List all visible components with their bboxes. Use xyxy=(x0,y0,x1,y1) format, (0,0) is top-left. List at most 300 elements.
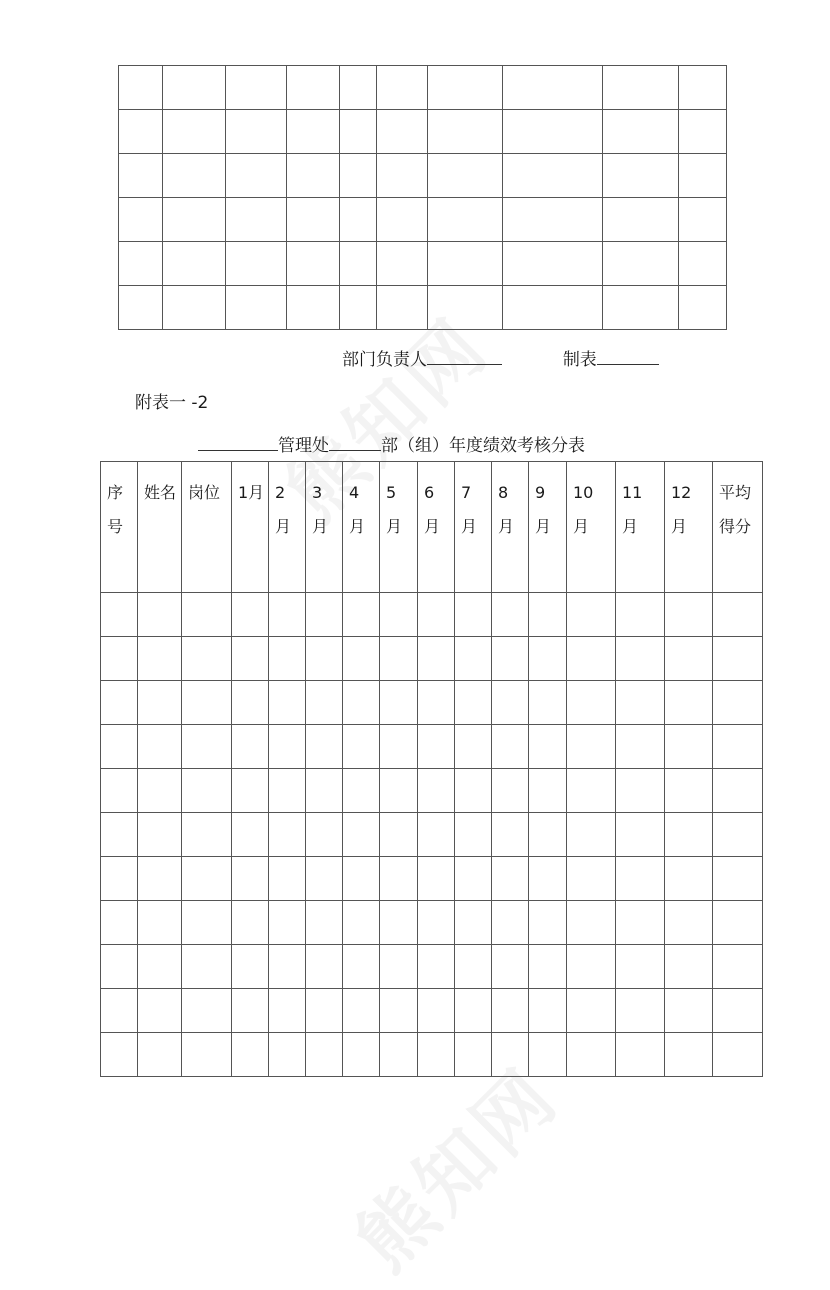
table-cell[interactable] xyxy=(306,1033,343,1077)
header-line2: 月 xyxy=(386,517,403,536)
table-cell[interactable] xyxy=(616,901,665,945)
table-cell[interactable] xyxy=(665,637,713,681)
table-cell[interactable] xyxy=(182,901,232,945)
table-cell[interactable] xyxy=(492,857,529,901)
table-cell[interactable] xyxy=(380,1033,418,1077)
table-cell[interactable] xyxy=(529,593,567,637)
table-cell[interactable] xyxy=(232,725,269,769)
header-line1: 序 xyxy=(107,483,124,502)
table-cell[interactable] xyxy=(567,989,616,1033)
table-cell[interactable] xyxy=(713,1033,763,1077)
table-cell[interactable] xyxy=(418,593,455,637)
top-table-cell[interactable] xyxy=(287,242,340,286)
header-line1: 姓名 xyxy=(144,483,177,502)
table-cell[interactable] xyxy=(616,945,665,989)
table-cell[interactable] xyxy=(418,1033,455,1077)
table-cell[interactable] xyxy=(343,725,380,769)
top-table-cell[interactable] xyxy=(119,242,163,286)
table-cell[interactable] xyxy=(567,857,616,901)
header-line2: 得分 xyxy=(719,517,752,536)
table-cell[interactable] xyxy=(529,945,567,989)
table-cell[interactable] xyxy=(269,945,306,989)
top-table-row xyxy=(119,198,727,242)
table-cell[interactable] xyxy=(269,593,306,637)
table-cell[interactable] xyxy=(232,637,269,681)
table-cell[interactable] xyxy=(182,769,232,813)
table-row xyxy=(101,1033,763,1077)
table-cell[interactable] xyxy=(269,725,306,769)
top-table-cell[interactable] xyxy=(503,66,603,110)
header-line1: 4 xyxy=(349,483,360,502)
header-line1: 11 xyxy=(622,483,643,502)
top-table-cell[interactable] xyxy=(428,154,503,198)
table-cell[interactable] xyxy=(269,813,306,857)
table-cell[interactable] xyxy=(529,725,567,769)
table-cell[interactable] xyxy=(269,637,306,681)
table-row xyxy=(101,989,763,1033)
table-cell[interactable] xyxy=(343,989,380,1033)
table-cell[interactable] xyxy=(529,1033,567,1077)
top-table-cell[interactable] xyxy=(603,66,679,110)
top-table-cell[interactable] xyxy=(119,110,163,154)
table-cell[interactable] xyxy=(306,989,343,1033)
top-table-row xyxy=(119,286,727,330)
table-cell[interactable] xyxy=(567,901,616,945)
table-cell[interactable] xyxy=(343,769,380,813)
table-cell[interactable] xyxy=(101,989,138,1033)
header-line1: 岗位 xyxy=(188,483,221,502)
table-cell[interactable] xyxy=(418,681,455,725)
table-cell[interactable] xyxy=(418,857,455,901)
table-cell[interactable] xyxy=(616,769,665,813)
top-table-cell[interactable] xyxy=(503,110,603,154)
table-cell[interactable] xyxy=(665,813,713,857)
top-table-cell[interactable] xyxy=(428,110,503,154)
table-cell[interactable] xyxy=(138,901,182,945)
header-line1: 12 xyxy=(671,483,692,502)
header-line1: 2 xyxy=(275,483,286,502)
table-cell[interactable] xyxy=(616,857,665,901)
table-cell[interactable] xyxy=(343,681,380,725)
table-cell[interactable] xyxy=(567,681,616,725)
table-row xyxy=(101,681,763,725)
form-title-part2: 部（组）年度绩效考核分表 xyxy=(381,436,585,456)
table-cell[interactable] xyxy=(616,593,665,637)
table-cell[interactable] xyxy=(101,725,138,769)
table-cell[interactable] xyxy=(306,945,343,989)
top-table-cell[interactable] xyxy=(428,286,503,330)
table-cell[interactable] xyxy=(182,637,232,681)
top-table-cell[interactable] xyxy=(340,198,377,242)
header-cell xyxy=(616,462,665,593)
table-cell[interactable] xyxy=(713,857,763,901)
header-line2: 月 xyxy=(622,517,639,536)
top-table-cell[interactable] xyxy=(340,110,377,154)
header-line1: 7 xyxy=(461,483,472,502)
table-cell[interactable] xyxy=(380,681,418,725)
table-cell[interactable] xyxy=(232,1033,269,1077)
header-cell xyxy=(492,462,529,593)
top-table-cell[interactable] xyxy=(163,286,226,330)
table-cell[interactable] xyxy=(567,813,616,857)
table-cell[interactable] xyxy=(306,769,343,813)
table-cell[interactable] xyxy=(182,989,232,1033)
table-cell[interactable] xyxy=(665,681,713,725)
table-cell[interactable] xyxy=(455,1033,492,1077)
table-row xyxy=(101,769,763,813)
table-row xyxy=(101,901,763,945)
table-cell[interactable] xyxy=(418,989,455,1033)
header-cell xyxy=(665,462,713,593)
office-blank[interactable] xyxy=(198,433,278,451)
table-cell[interactable] xyxy=(492,593,529,637)
table-cell[interactable] xyxy=(492,945,529,989)
table-cell[interactable] xyxy=(665,725,713,769)
table-cell[interactable] xyxy=(455,813,492,857)
table-cell[interactable] xyxy=(567,945,616,989)
top-table-cell[interactable] xyxy=(377,110,428,154)
table-cell[interactable] xyxy=(182,857,232,901)
table-cell[interactable] xyxy=(380,593,418,637)
table-cell[interactable] xyxy=(380,989,418,1033)
header-line1: 10 xyxy=(573,483,594,502)
table-cell[interactable] xyxy=(529,637,567,681)
table-cell[interactable] xyxy=(713,945,763,989)
header-cell xyxy=(380,462,418,593)
table-cell[interactable] xyxy=(529,813,567,857)
assessment-table-body xyxy=(101,462,763,1077)
table-cell[interactable] xyxy=(232,857,269,901)
table-cell[interactable] xyxy=(101,813,138,857)
table-cell[interactable] xyxy=(492,769,529,813)
table-cell[interactable] xyxy=(616,813,665,857)
top-table-cell[interactable] xyxy=(377,286,428,330)
table-cell[interactable] xyxy=(455,593,492,637)
table-cell[interactable] xyxy=(418,769,455,813)
table-cell[interactable] xyxy=(380,857,418,901)
table-cell[interactable] xyxy=(306,813,343,857)
top-table-cell[interactable] xyxy=(340,286,377,330)
header-line2: 月 xyxy=(349,517,366,536)
table-cell[interactable] xyxy=(306,681,343,725)
table-cell[interactable] xyxy=(138,945,182,989)
top-table-cell[interactable] xyxy=(679,66,727,110)
header-cell xyxy=(182,462,232,593)
table-cell[interactable] xyxy=(343,1033,380,1077)
table-cell[interactable] xyxy=(101,857,138,901)
table-cell[interactable] xyxy=(455,901,492,945)
top-table-cell[interactable] xyxy=(377,154,428,198)
table-cell[interactable] xyxy=(713,813,763,857)
top-table-cell[interactable] xyxy=(287,286,340,330)
table-cell[interactable] xyxy=(101,945,138,989)
table-cell[interactable] xyxy=(616,681,665,725)
table-cell[interactable] xyxy=(269,1033,306,1077)
table-row xyxy=(101,637,763,681)
table-cell[interactable] xyxy=(713,593,763,637)
top-table-cell[interactable] xyxy=(226,110,287,154)
table-cell[interactable] xyxy=(665,857,713,901)
header-line1: 平均 xyxy=(719,483,752,502)
table-cell[interactable] xyxy=(306,901,343,945)
table-cell[interactable] xyxy=(269,989,306,1033)
table-cell[interactable] xyxy=(492,813,529,857)
top-table-row xyxy=(119,110,727,154)
top-table-cell[interactable] xyxy=(119,154,163,198)
top-table-cell[interactable] xyxy=(679,110,727,154)
table-cell[interactable] xyxy=(529,769,567,813)
table-cell[interactable] xyxy=(665,1033,713,1077)
header-line2: 月 xyxy=(671,517,688,536)
table-cell[interactable] xyxy=(492,1033,529,1077)
top-table-cell[interactable] xyxy=(603,286,679,330)
table-cell[interactable] xyxy=(232,593,269,637)
table-cell[interactable] xyxy=(306,593,343,637)
top-table-cell[interactable] xyxy=(503,286,603,330)
table-cell[interactable] xyxy=(713,989,763,1033)
table-cell[interactable] xyxy=(343,813,380,857)
table-cell[interactable] xyxy=(306,725,343,769)
table-cell[interactable] xyxy=(269,901,306,945)
table-cell[interactable] xyxy=(138,725,182,769)
top-table-cell[interactable] xyxy=(428,242,503,286)
top-table-cell[interactable] xyxy=(679,242,727,286)
table-cell[interactable] xyxy=(101,1033,138,1077)
table-cell[interactable] xyxy=(138,593,182,637)
table-cell[interactable] xyxy=(418,725,455,769)
top-table-cell[interactable] xyxy=(163,154,226,198)
table-cell[interactable] xyxy=(529,681,567,725)
table-cell[interactable] xyxy=(138,1033,182,1077)
top-table-cell[interactable] xyxy=(163,110,226,154)
table-cell[interactable] xyxy=(492,725,529,769)
table-cell[interactable] xyxy=(492,637,529,681)
dept-head-blank[interactable] xyxy=(427,347,502,365)
table-cell[interactable] xyxy=(492,681,529,725)
table-row xyxy=(101,813,763,857)
top-table-body xyxy=(119,66,727,330)
table-cell[interactable] xyxy=(455,857,492,901)
table-cell[interactable] xyxy=(567,637,616,681)
table-cell[interactable] xyxy=(138,681,182,725)
table-cell[interactable] xyxy=(418,637,455,681)
table-cell[interactable] xyxy=(138,637,182,681)
top-table-cell[interactable] xyxy=(340,154,377,198)
top-table-cell[interactable] xyxy=(377,66,428,110)
table-cell[interactable] xyxy=(182,1033,232,1077)
table-cell[interactable] xyxy=(665,593,713,637)
header-line1: 8 xyxy=(498,483,509,502)
appendix-label: 附表一 -2 xyxy=(135,393,209,413)
table-cell[interactable] xyxy=(182,593,232,637)
header-line2: 号 xyxy=(107,517,124,536)
top-table-cell[interactable] xyxy=(163,198,226,242)
top-table-cell[interactable] xyxy=(679,198,727,242)
header-cell xyxy=(306,462,343,593)
table-cell[interactable] xyxy=(567,769,616,813)
header-cell xyxy=(101,462,138,593)
top-table-cell[interactable] xyxy=(119,286,163,330)
table-cell[interactable] xyxy=(616,989,665,1033)
top-table-cell[interactable] xyxy=(287,66,340,110)
top-table-row xyxy=(119,242,727,286)
table-cell[interactable] xyxy=(182,945,232,989)
top-table-cell[interactable] xyxy=(340,242,377,286)
table-cell[interactable] xyxy=(182,725,232,769)
table-cell[interactable] xyxy=(138,857,182,901)
top-table-cell[interactable] xyxy=(226,198,287,242)
table-cell[interactable] xyxy=(101,901,138,945)
top-table-cell[interactable] xyxy=(679,154,727,198)
top-table-cell[interactable] xyxy=(287,198,340,242)
table-cell[interactable] xyxy=(380,945,418,989)
table-cell[interactable] xyxy=(232,813,269,857)
table-row xyxy=(101,725,763,769)
top-table-cell[interactable] xyxy=(226,286,287,330)
header-cell xyxy=(138,462,182,593)
header-line2: 月 xyxy=(275,517,292,536)
table-cell[interactable] xyxy=(713,681,763,725)
table-cell[interactable] xyxy=(665,769,713,813)
top-table-cell[interactable] xyxy=(603,110,679,154)
table-cell[interactable] xyxy=(455,637,492,681)
table-cell[interactable] xyxy=(380,725,418,769)
top-table-cell[interactable] xyxy=(503,154,603,198)
top-table-cell[interactable] xyxy=(340,66,377,110)
top-table-cell[interactable] xyxy=(679,286,727,330)
table-row xyxy=(101,857,763,901)
table-cell[interactable] xyxy=(418,813,455,857)
table-cell[interactable] xyxy=(455,769,492,813)
table-cell[interactable] xyxy=(492,989,529,1033)
table-cell[interactable] xyxy=(101,681,138,725)
table-cell[interactable] xyxy=(101,593,138,637)
table-cell[interactable] xyxy=(343,857,380,901)
table-cell[interactable] xyxy=(529,901,567,945)
table-cell[interactable] xyxy=(529,989,567,1033)
table-cell[interactable] xyxy=(567,593,616,637)
header-line1: 1月 xyxy=(238,483,265,502)
top-table-cell[interactable] xyxy=(377,242,428,286)
top-table-cell[interactable] xyxy=(503,198,603,242)
top-table-cell[interactable] xyxy=(287,154,340,198)
table-cell[interactable] xyxy=(616,1033,665,1077)
table-cell[interactable] xyxy=(232,681,269,725)
table-cell[interactable] xyxy=(713,725,763,769)
top-table-row xyxy=(119,66,727,110)
table-cell[interactable] xyxy=(101,769,138,813)
header-line2: 月 xyxy=(424,517,441,536)
table-cell[interactable] xyxy=(138,813,182,857)
table-cell[interactable] xyxy=(269,681,306,725)
top-table-cell[interactable] xyxy=(377,198,428,242)
table-cell[interactable] xyxy=(343,901,380,945)
top-table-cell[interactable] xyxy=(119,66,163,110)
table-cell[interactable] xyxy=(616,637,665,681)
maker-blank[interactable] xyxy=(597,347,659,365)
table-cell[interactable] xyxy=(492,901,529,945)
header-line2: 月 xyxy=(498,517,515,536)
top-table-cell[interactable] xyxy=(226,242,287,286)
table-cell[interactable] xyxy=(343,945,380,989)
table-cell[interactable] xyxy=(418,901,455,945)
table-cell[interactable] xyxy=(306,637,343,681)
table-cell[interactable] xyxy=(455,945,492,989)
top-table-row xyxy=(119,154,727,198)
dept-head-label: 部门负责人 xyxy=(342,350,427,370)
table-cell[interactable] xyxy=(269,769,306,813)
table-cell[interactable] xyxy=(616,725,665,769)
table-cell[interactable] xyxy=(138,769,182,813)
table-cell[interactable] xyxy=(343,637,380,681)
table-cell[interactable] xyxy=(665,989,713,1033)
table-cell[interactable] xyxy=(529,857,567,901)
table-cell[interactable] xyxy=(455,725,492,769)
table-cell[interactable] xyxy=(567,725,616,769)
table-cell[interactable] xyxy=(418,945,455,989)
table-cell[interactable] xyxy=(380,813,418,857)
table-cell[interactable] xyxy=(380,901,418,945)
form-title xyxy=(198,431,585,456)
top-table-cell[interactable] xyxy=(603,154,679,198)
table-cell[interactable] xyxy=(455,681,492,725)
top-table-cell[interactable] xyxy=(603,198,679,242)
header-line1: 9 xyxy=(535,483,546,502)
table-cell[interactable] xyxy=(343,593,380,637)
header-line1: 3 xyxy=(312,483,323,502)
top-table-cell[interactable] xyxy=(226,66,287,110)
header-cell xyxy=(713,462,763,593)
table-cell[interactable] xyxy=(713,637,763,681)
table-cell[interactable] xyxy=(567,1033,616,1077)
header-line2: 月 xyxy=(461,517,478,536)
assessment-table xyxy=(100,461,763,1077)
table-cell[interactable] xyxy=(665,945,713,989)
table-cell[interactable] xyxy=(232,901,269,945)
table-cell[interactable] xyxy=(232,945,269,989)
header-line2: 月 xyxy=(535,517,552,536)
table-cell[interactable] xyxy=(713,901,763,945)
header-cell xyxy=(455,462,492,593)
top-table-cell[interactable] xyxy=(163,242,226,286)
signature-line xyxy=(342,345,659,370)
top-table-cell[interactable] xyxy=(428,198,503,242)
top-table-cell[interactable] xyxy=(226,154,287,198)
top-table-cell[interactable] xyxy=(119,198,163,242)
top-table-cell[interactable] xyxy=(287,110,340,154)
table-cell[interactable] xyxy=(269,857,306,901)
top-table-cell[interactable] xyxy=(603,242,679,286)
table-cell[interactable] xyxy=(101,637,138,681)
table-cell[interactable] xyxy=(713,769,763,813)
top-table-cell[interactable] xyxy=(428,66,503,110)
dept-blank[interactable] xyxy=(329,433,381,451)
header-line2: 月 xyxy=(312,517,329,536)
header-line2: 月 xyxy=(573,517,590,536)
top-table-cell[interactable] xyxy=(163,66,226,110)
top-table-cell[interactable] xyxy=(503,242,603,286)
table-cell[interactable] xyxy=(182,813,232,857)
table-cell[interactable] xyxy=(138,989,182,1033)
table-cell[interactable] xyxy=(232,769,269,813)
table-cell[interactable] xyxy=(380,769,418,813)
table-cell[interactable] xyxy=(665,901,713,945)
table-cell[interactable] xyxy=(380,637,418,681)
table-cell[interactable] xyxy=(232,989,269,1033)
table-cell[interactable] xyxy=(306,857,343,901)
table-cell[interactable] xyxy=(182,681,232,725)
table-cell[interactable] xyxy=(455,989,492,1033)
